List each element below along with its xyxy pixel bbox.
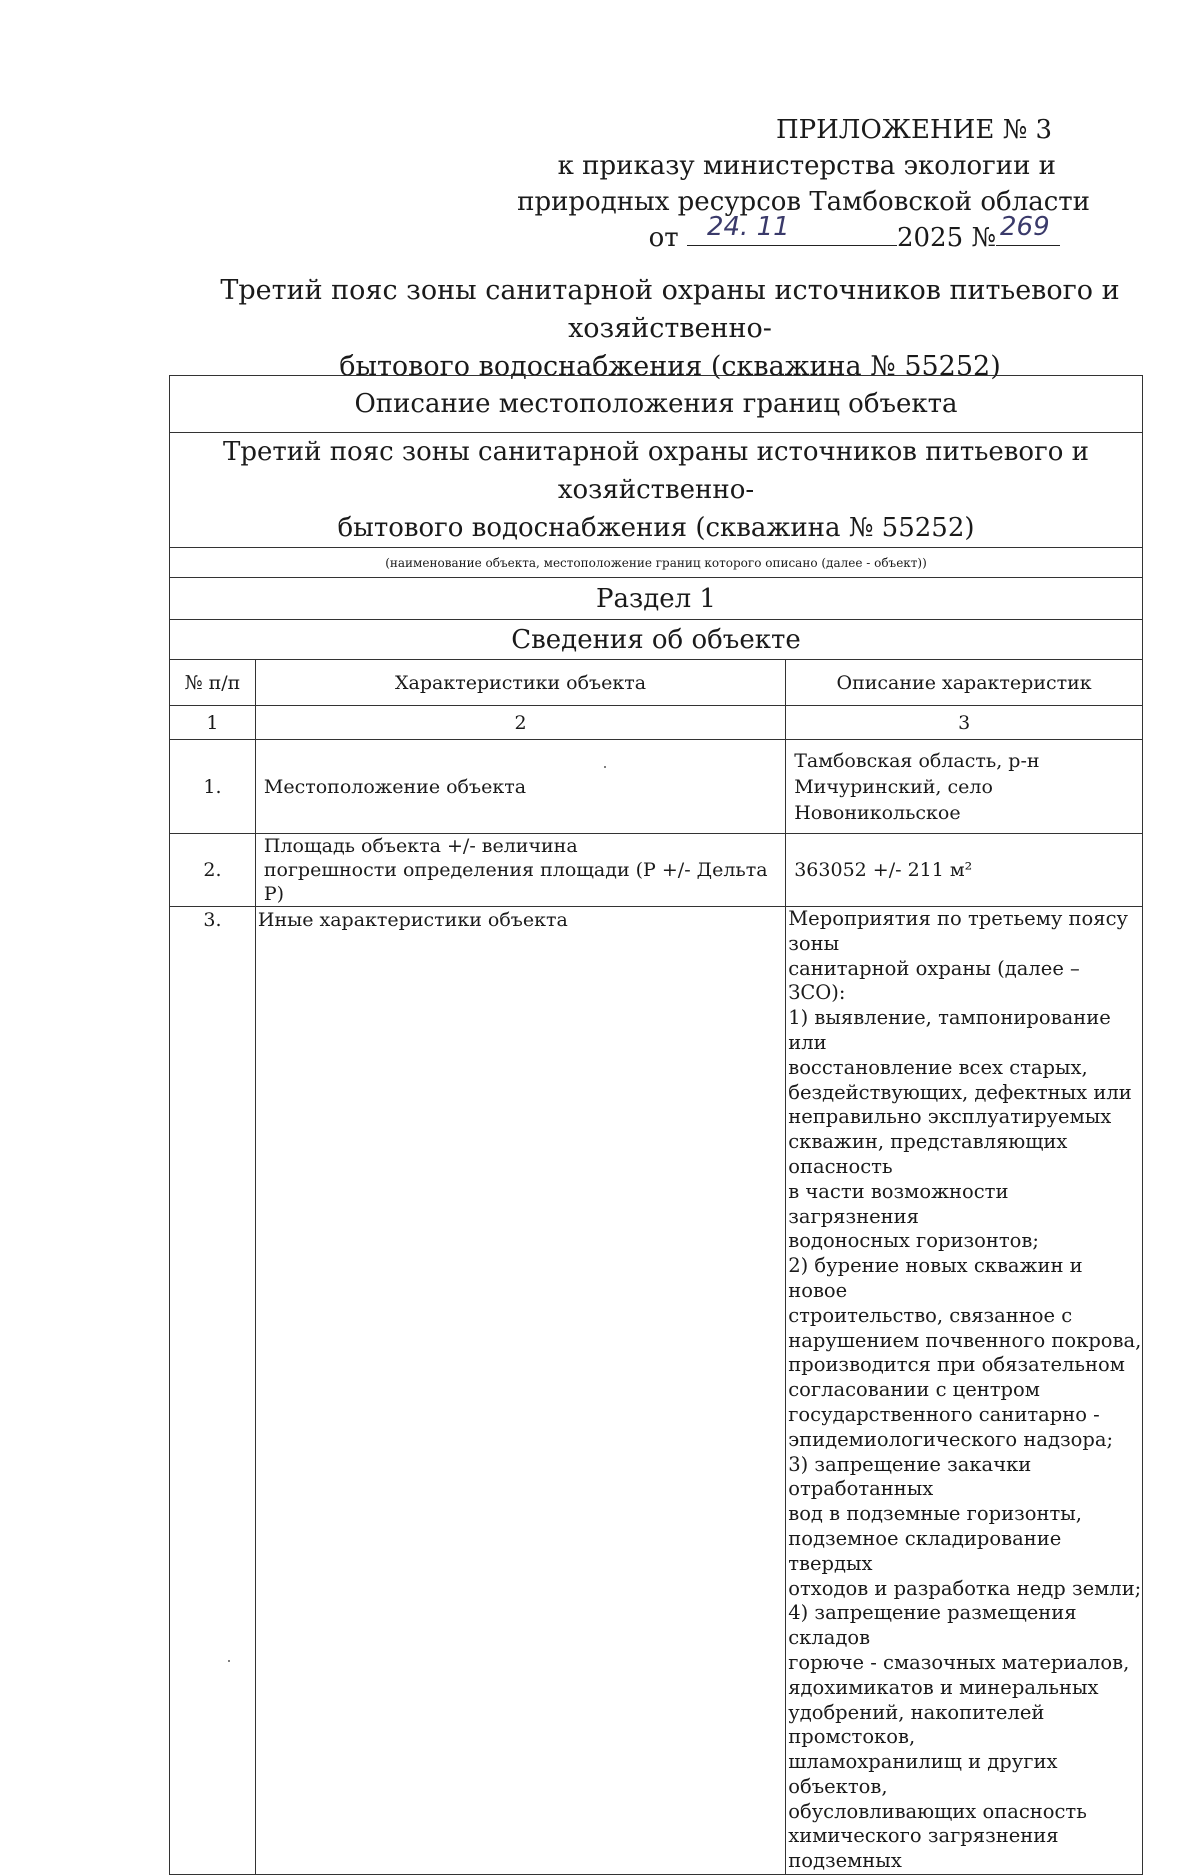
table-heading: Описание местоположения границ объекта [170, 376, 1143, 433]
date-prefix: от [648, 223, 679, 253]
measures-text [788, 907, 1142, 1874]
row-number: 2. [170, 834, 256, 907]
column-number-2: 2 [255, 706, 785, 740]
order-date-row [517, 212, 1090, 256]
measures-line: водоносных горизонтов; [788, 1229, 1039, 1253]
measures-line: в части возможности загрязнения [788, 1179, 1009, 1228]
table-row [170, 834, 1143, 907]
table-row [170, 740, 1143, 834]
measures-line: государственного санитарно - [788, 1402, 1100, 1426]
row-value [786, 740, 1143, 834]
section-title: Раздел 1 [170, 578, 1143, 620]
measures-line: восстановление всех старых, [788, 1055, 1088, 1079]
measures-line: строительство, связанное с [788, 1303, 1073, 1327]
object-name-line1: Третий пояс зоны санитарной охраны источников питьевого и хозяйственно- [223, 437, 1089, 505]
appendix-header [517, 112, 1090, 256]
scan-speck [228, 1660, 230, 1662]
row-number: 1. [170, 740, 256, 834]
row-label-line: Площадь объекта +/- величина [263, 835, 578, 857]
object-name-cell [170, 433, 1143, 548]
handwritten-date: 24. 11 [706, 212, 790, 242]
measures-line: отходов и разработка недр земли; [788, 1576, 1142, 1600]
row-label-line: погрешности определения площади (Р +/- Дельта Р) [263, 859, 768, 905]
column-header-number: № п/п [170, 660, 256, 706]
measures-line: вод в подземные горизонты, [788, 1502, 1082, 1526]
measures-line: 3) запрещение закачки отработанных [788, 1452, 1032, 1501]
row-value-line: Тамбовская область, р-н [794, 749, 1040, 772]
order-reference-line1: к приказу министерства экологии и [557, 151, 1056, 181]
appendix-title: ПРИЛОЖЕНИЕ № 3 [775, 115, 1052, 145]
row-value-line: Мичуринский, село Новоникольское [794, 775, 993, 824]
measures-line: бездействующих, дефектных или [788, 1080, 1132, 1104]
measures-line: скважин, представляющих опасность [788, 1130, 1068, 1178]
measures-line: согласовании с центром [788, 1378, 1040, 1402]
measures-line: производится при обязательном [788, 1353, 1125, 1377]
object-name-line2: бытового водоснабжения (скважина № 55252) [337, 513, 975, 543]
measures-line: удобрений, накопителей промстоков, [788, 1700, 1045, 1749]
measures-line: неправильно эксплуатируемых [788, 1105, 1112, 1129]
document-title-line2: бытового водоснабжения (скважина № 55252) [339, 351, 1001, 382]
column-header-characteristics: Характеристики объекта [255, 660, 785, 706]
column-header-description: Описание характеристик [786, 660, 1143, 706]
row-label: Иные характеристики объекта [255, 907, 785, 1875]
measures-line: санитарной охраны (далее – ЗСО): [788, 956, 1080, 1005]
column-number-3: 3 [786, 706, 1143, 740]
measures-line: подземное складирование твердых [788, 1526, 1062, 1575]
measures-line: ядохимикатов и минеральных [788, 1675, 1099, 1699]
object-name-note: (наименование объекта, местоположение границ которого описано (далее - объект)) [170, 548, 1143, 578]
measures-line: горюче - смазочных материалов, [788, 1650, 1130, 1674]
measures-line: обусловливающих опасность [788, 1799, 1087, 1823]
measures-line: 2) бурение новых скважин и новое [788, 1254, 1083, 1302]
column-number-1: 1 [170, 706, 256, 740]
table-row [170, 907, 1143, 1875]
row-label: Местоположение объекта [255, 740, 785, 834]
document-title-line1: Третий пояс зоны санитарной охраны источников питьевого и хозяйственно- [220, 275, 1120, 344]
measures-line: Мероприятия по третьему поясу зоны [788, 907, 1128, 955]
row-value [786, 907, 1143, 1875]
measures-line: химического загрязнения подземных [788, 1824, 1059, 1873]
row-number: 3. [170, 907, 256, 1875]
measures-line: 1) выявление, тампонирование или [788, 1006, 1111, 1054]
measures-line: 4) запрещение размещения складов [788, 1601, 1077, 1650]
year-and-number-label: 2025 № [896, 223, 996, 253]
row-value: 363052 +/- 211 м² [786, 834, 1143, 907]
date-blank [687, 212, 897, 246]
measures-line: нарушением почвенного покрова, [788, 1328, 1142, 1352]
row-label [255, 834, 785, 907]
section-subtitle: Сведения об объекте [170, 620, 1143, 660]
order-reference-line2: природных ресурсов Тамбовской области [517, 187, 1090, 217]
number-blank [996, 212, 1060, 246]
boundary-description-table [169, 375, 1143, 1875]
document-title [180, 272, 1160, 386]
scan-speck [604, 766, 606, 768]
measures-line: эпидемиологического надзора; [788, 1427, 1114, 1451]
handwritten-number: 269 [1000, 212, 1050, 242]
measures-line: шламохранилищ и других объектов, [788, 1750, 1058, 1798]
